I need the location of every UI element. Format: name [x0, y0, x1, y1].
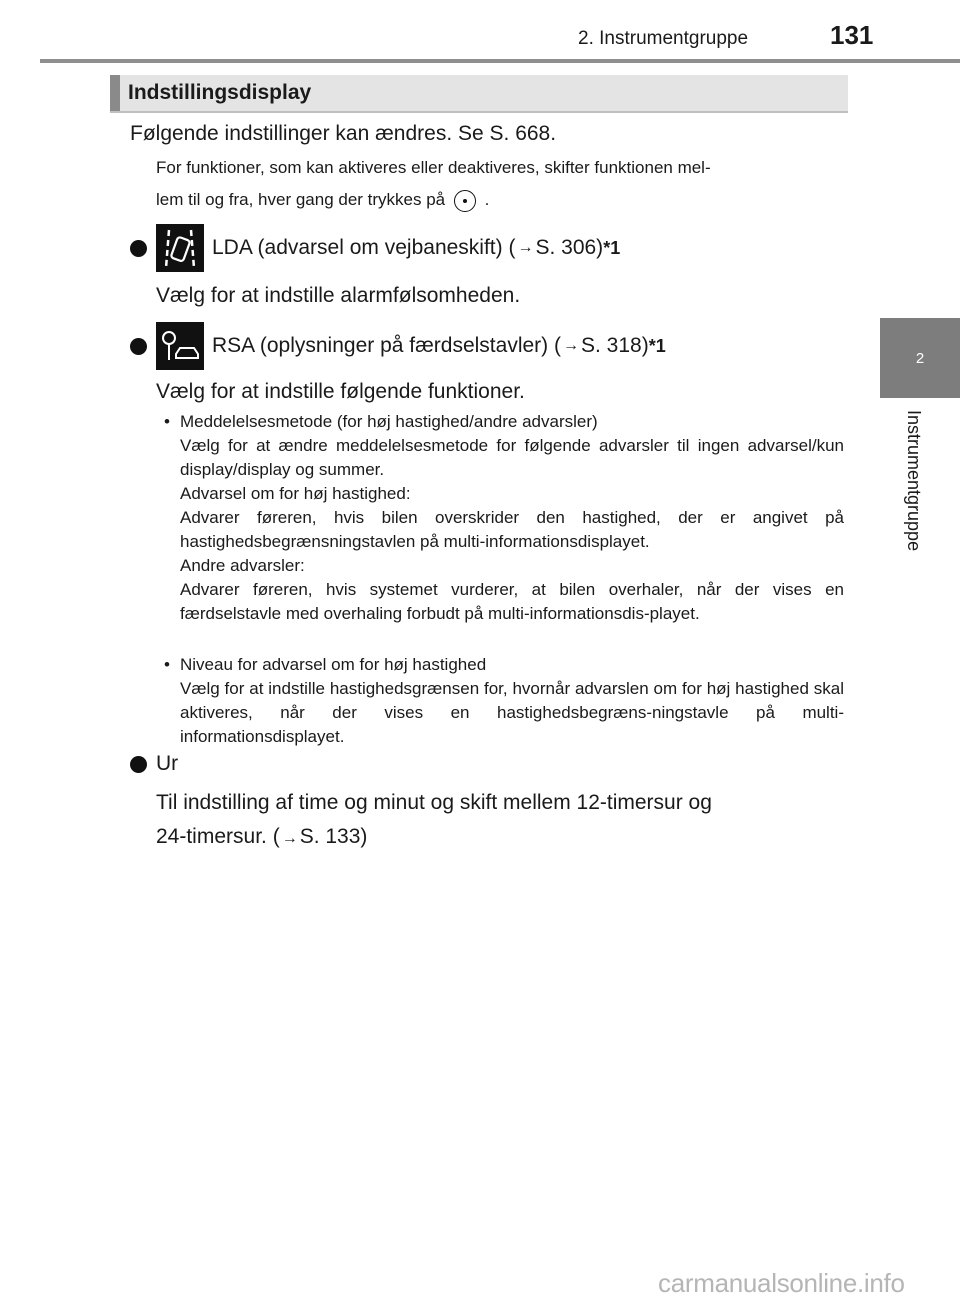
lead-paragraph: Følgende indstillinger kan ændres. Se S. 668.: [130, 122, 557, 145]
subitem-line: Advarer føreren, hvis systemet vurderer, at bilen overhaler, når der vises en færdselstavle med overhaling forbudt på multi-informationsdis-playet.: [180, 580, 844, 623]
bullet-dot: [130, 338, 147, 355]
clock-description-line-2: [156, 820, 844, 856]
lda-footnote: *1: [603, 237, 621, 258]
subitem-line: Advarsel om for høj hastighed:: [180, 484, 411, 503]
bullet-dot: [130, 756, 147, 773]
subitem-heading: Meddelelsesmetode (for høj hastighed/andre advarsler): [180, 412, 598, 431]
subitem-heading: Niveau for advarsel om for høj hastighed: [180, 655, 487, 674]
lane-departure-icon: [156, 224, 204, 272]
arrow-right-icon: →: [281, 830, 298, 847]
chapter-tab: [880, 318, 960, 398]
rsa-page-ref[interactable]: S. 318): [580, 334, 649, 357]
sub-bullet: •: [164, 655, 170, 674]
list-item-rsa: [130, 322, 666, 370]
note-paragraph: [156, 155, 844, 213]
header-divider: [40, 59, 960, 63]
bullet-dot: [130, 240, 147, 257]
clock-description-line-1: Til indstilling af time og minut og skift mellem 12-timersur og: [156, 791, 712, 814]
page-number: 131: [830, 20, 874, 50]
road-sign-car-icon: [156, 322, 204, 370]
lda-page-ref[interactable]: S. 306): [535, 236, 604, 259]
clock-description: [156, 786, 844, 856]
sub-bullet: •: [164, 412, 170, 431]
chapter-tab-number: 2: [915, 349, 925, 367]
subitem-line: Advarer føreren, hvis bilen overskrider den hastighed, der er angivet på hastighedsbegrænsningstavlen på multi-informationsdisplayet.: [180, 508, 844, 551]
subitem-line: Vælg for at ændre meddelelsesmetode for følgende advarsler til ingen advarsel/kun display/display og summer.: [180, 436, 844, 479]
clock-page-ref[interactable]: S. 133): [299, 825, 368, 848]
note-line-2-text: lem til og fra, hver gang der trykkes på: [156, 190, 446, 209]
chapter-tab-label: Instrumentgruppe: [904, 410, 924, 552]
rsa-title: RSA (oplysninger på færdselstavler) (: [212, 334, 561, 357]
rsa-footnote: *1: [648, 335, 666, 356]
clock-title: Ur: [156, 752, 179, 775]
clock-description-text: 24-timersur. (: [156, 825, 280, 848]
lda-title: LDA (advarsel om vejbaneskift) (: [212, 236, 516, 259]
section-heading-accent: [110, 75, 120, 111]
enter-button-icon: [454, 190, 476, 212]
subitem-line: Andre advarsler:: [180, 556, 305, 575]
note-line-2: [156, 187, 844, 213]
note-line-1: For funktioner, som kan aktiveres eller deaktiveres, skifter funktionen mel-: [156, 158, 711, 177]
rsa-description: Vælg for at indstille følgende funktioner.: [156, 380, 525, 403]
section-heading-title: Indstillingsdisplay: [128, 81, 312, 104]
rsa-subitem-speed-warning-level: [164, 653, 844, 749]
rsa-subitem-notification-method: [164, 410, 844, 626]
watermark: carmanualsonline.info: [658, 1268, 905, 1298]
note-line-2-end: .: [484, 190, 490, 209]
list-item-lda: [130, 224, 620, 272]
arrow-right-icon: →: [562, 337, 579, 354]
arrow-right-icon: →: [517, 239, 534, 256]
list-item-clock: [130, 752, 178, 776]
lda-description: Vælg for at indstille alarmfølsomheden.: [156, 284, 521, 307]
section-heading-bar: [110, 75, 848, 113]
header-section-title: 2. Instrumentgruppe: [578, 28, 749, 49]
subitem-line: Vælg for at indstille hastighedsgrænsen for, hvornår advarslen om for høj hastighed skal aktiveres, når der vises en hastighedsbegræns-ningstavle på multi-informationsdisplayet.: [180, 679, 844, 746]
